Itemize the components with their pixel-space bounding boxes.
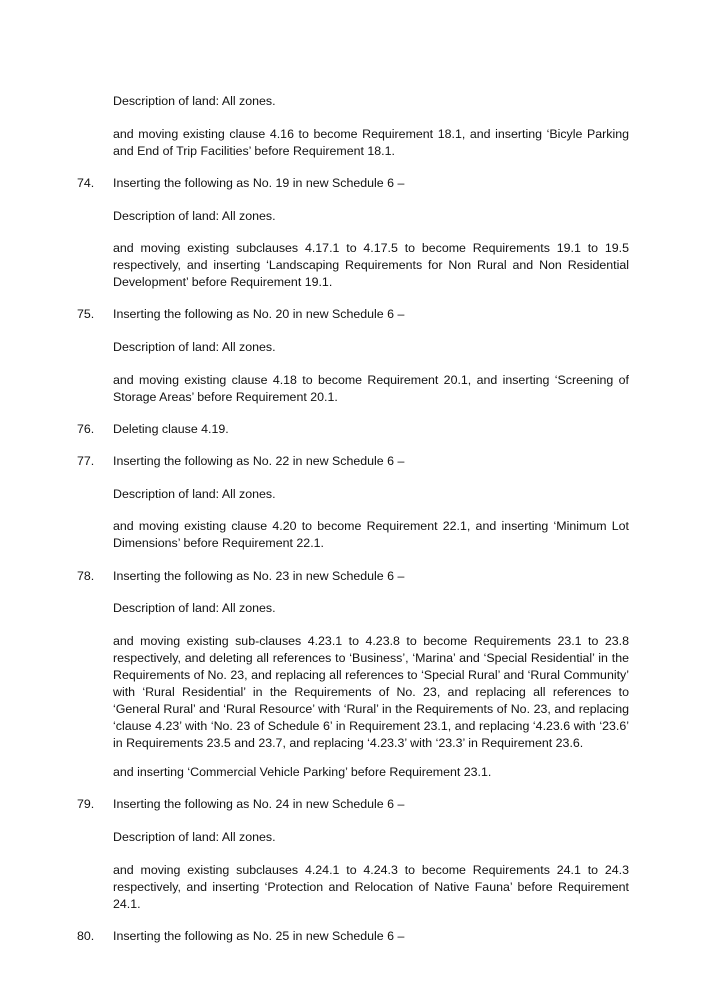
item-text: Inserting the following as No. 19 in new Schedule 6 – (113, 176, 405, 190)
item-number: 79. (77, 797, 95, 811)
item-number: 80. (77, 929, 95, 943)
item-number: 78. (77, 569, 95, 583)
amendment-paragraph: and moving existing subclauses 4.17.1 to 4.17.5 to become Requirements 19.1 to 19.5 respectively, and inserting ‘Landscaping Requirements for Non Rural and Non Residential Development’ before Requirement 19.1. (113, 241, 629, 289)
item-text: Deleting clause 4.19. (113, 422, 229, 436)
item-text: Inserting the following as No. 25 in new Schedule 6 – (113, 929, 405, 943)
item-text: Inserting the following as No. 22 in new Schedule 6 – (113, 454, 405, 468)
amendment-paragraph: and inserting ‘Commercial Vehicle Parking’ before Requirement 23.1. (113, 765, 492, 779)
item-text: Inserting the following as No. 20 in new Schedule 6 – (113, 307, 405, 321)
item-text: Inserting the following as No. 24 in new Schedule 6 – (113, 797, 405, 811)
description-of-land: Description of land: All zones. (113, 601, 276, 615)
amendment-paragraph: and moving existing clause 4.18 to become Requirement 20.1, and inserting ‘Screening of Storage Areas’ before Requirement 20.1. (113, 373, 629, 404)
item-text: Inserting the following as No. 23 in new Schedule 6 – (113, 569, 405, 583)
description-of-land: Description of land: All zones. (113, 209, 276, 223)
description-of-land: Description of land: All zones. (113, 340, 276, 354)
item-number: 74. (77, 176, 95, 190)
amendment-paragraph: and moving existing clause 4.16 to become Requirement 18.1, and inserting ‘Bicyle Parking and End of Trip Facilities’ before Requirement 18.1. (113, 127, 629, 158)
amendment-paragraph: and moving existing subclauses 4.24.1 to 4.24.3 to become Requirements 24.1 to 24.3 respectively, and inserting ‘Protection and Relocation of Native Fauna’ before Requirement 24.1. (113, 863, 629, 911)
amendment-paragraph: and moving existing sub-clauses 4.23.1 to 4.23.8 to become Requirements 23.1 to 23.8 respectively, and deleting all references to ‘Business’, ‘Marina’ and ‘Special Residential’ in the Requirements of No. 23, and replacing all references to ‘Special Rural’ and ‘Rural Community’ with ‘Rural Residential’ in the Requirements of No. 23, and replacing all references to ‘General Rural’ and ‘Rural Resource’ with ‘Rural’ in the Requirements of No. 23, and replacing ‘clause 4.23’ with ‘No. 23 of Schedule 6’ in Requirement 23.1, and replacing ‘4.23.6 with ‘23.6’ in Requirements 23.5 and 23.7, and replacing ‘4.23.3’ with ‘23.3’ in Requirement 23.6. (113, 634, 629, 750)
description-of-land: Description of land: All zones. (113, 487, 276, 501)
amendment-paragraph: and moving existing clause 4.20 to become Requirement 22.1, and inserting ‘Minimum Lot Dimensions’ before Requirement 22.1. (113, 519, 629, 550)
description-of-land: Description of land: All zones. (113, 94, 276, 108)
item-number: 75. (77, 307, 95, 321)
description-of-land: Description of land: All zones. (113, 830, 276, 844)
item-number: 76. (77, 422, 95, 436)
item-number: 77. (77, 454, 95, 468)
